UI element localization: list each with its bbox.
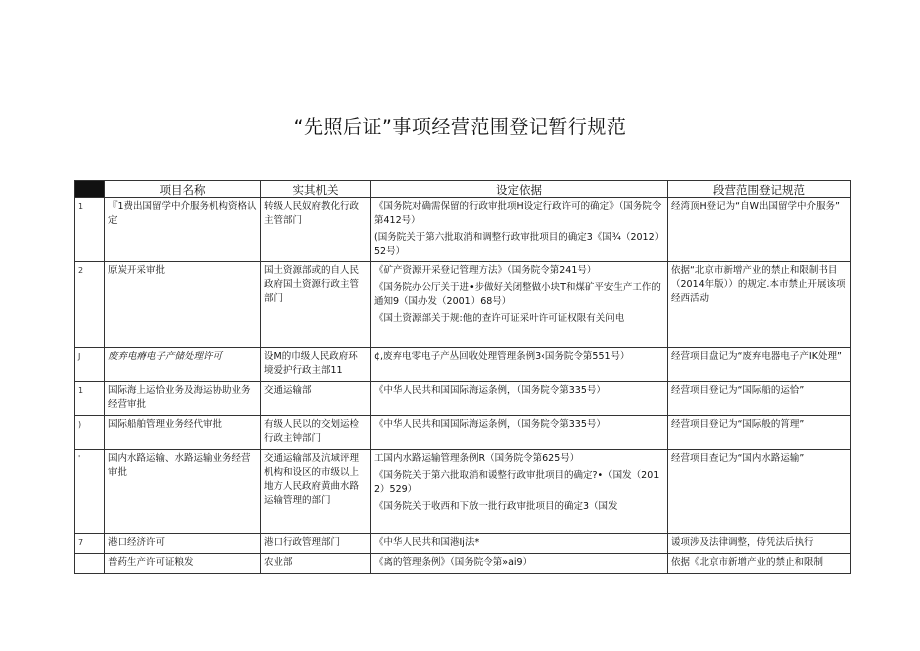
item-name: 原炭开采审批 (105, 262, 261, 348)
registration-spec: 经营项目登记为“国际般的筲理” (668, 416, 851, 450)
table-row (75, 416, 851, 450)
basis-line: 《国务院办公厅关于进•步做好关闭整做小块T和煤矿平安生产工作的通知9（国办发（2001）68号） (374, 282, 661, 307)
table-row (75, 554, 851, 574)
item-name: 国际船舶管理业务经代审批 (105, 416, 261, 450)
basis-line: 《中华人民共和国国际海运条例，（国务院令第335号） (374, 419, 606, 430)
item-name: 港口经济许可 (105, 534, 261, 554)
registration-table (74, 180, 851, 574)
authority: 农业部 (261, 554, 371, 574)
header-basis: 设定依据 (371, 181, 668, 198)
table-row (75, 450, 851, 534)
row-index: 7 (75, 534, 105, 554)
basis-line: 《离的管理条例》（国务院令第»ai9） (374, 557, 533, 568)
basis-line: 《中华人民共和国国际海运条例，（国务院令第335号） (374, 385, 606, 396)
row-index: 1 (75, 198, 105, 262)
basis-line: 工国内水路运输管理条例R（国务院令第625号） (374, 453, 580, 464)
authority: 港口行政管理部门 (261, 534, 371, 554)
basis (371, 416, 668, 450)
basis-line: 《国土资源部关于规:他的查许可证采叶许可证权限有关问电 (374, 313, 625, 324)
basis-line: (国务院关于第六批取消和调整行政审批项目的确定3《国¾（2012）52号） (374, 232, 660, 257)
item-name: 废弃电瘠电子产储处理许可 (105, 348, 261, 382)
basis-line: 《矿产资源开采登记管理方法》（国务院令第241号） (374, 265, 597, 276)
registration-spec: 经营项目查记为“国内水路运输” (668, 450, 851, 534)
header-index (75, 181, 105, 198)
basis (371, 450, 668, 534)
authority: 交通运输部及沆域评理机构和设区的市级以上地方人民政府黄曲水路运输管理的部门 (261, 450, 371, 534)
basis-line: 《国务院关于第六批取消和谖整行政审批项目的确定?•（国发（2012）529） (374, 470, 660, 495)
table-row (75, 198, 851, 262)
authority: 国土资源部或的自人民政府国土资源行政主管部门 (261, 262, 371, 348)
table-row (75, 262, 851, 348)
authority: 转级人民奴府教化行政主管部门 (261, 198, 371, 262)
authority: 设M的巾级人民政府环境爱护行政主部11 (261, 348, 371, 382)
basis (371, 348, 668, 382)
item-name: 国内水路运输、水路运输业务经营审批 (105, 450, 261, 534)
table-row (75, 348, 851, 382)
basis-line: 《中华人民共和国港Ij法* (374, 537, 480, 548)
basis-line: 《国务院对确需保留的行政审批项H设定行政许可的确定》（国务院令第412号） (374, 201, 662, 226)
table-row (75, 534, 851, 554)
header-authority: 实其机关 (261, 181, 371, 198)
registration-spec: 经湾顶H登记为“自W出国留学中介服务” (668, 198, 851, 262)
basis-line: ¢,废弃电零电子产丛回收处理管理条例3‹国务院令第551号） (374, 351, 630, 362)
header-registration-spec: 段营范围登记规范 (668, 181, 851, 198)
row-index (75, 554, 105, 574)
basis (371, 262, 668, 348)
registration-spec: 依据“北京市新增产业的禁止和限制书目（2014年版））的规定.本市禁止开展该项经西活动 (668, 262, 851, 348)
authority: 交通运输部 (261, 382, 371, 416)
registration-spec: 经营项目盘记为“废弃电器电子产IK处理” (668, 348, 851, 382)
registration-spec: 谖项涉及法律调整，侍凭法后执行 (668, 534, 851, 554)
row-index: ) (75, 416, 105, 450)
authority: 有级人民以的交划运检行政主钟部门 (261, 416, 371, 450)
item-name: 国际海上运恰业务及海运协助业务经营审批 (105, 382, 261, 416)
basis (371, 554, 668, 574)
table-row (75, 382, 851, 416)
item-name: 普药生产许可证粮发 (105, 554, 261, 574)
header-item-name: 项目名称 (105, 181, 261, 198)
basis-line: 《国务院关于收西和下放一批行政审批项目的确定3（国发 (374, 501, 618, 512)
basis (371, 198, 668, 262)
row-index: ' (75, 450, 105, 534)
registration-spec: 经营项目登记为“国际船的运恰” (668, 382, 851, 416)
row-index: 2 (75, 262, 105, 348)
document-title: “先照后证”事项经营范围登记暂行规范 (293, 116, 627, 138)
row-index: 1 (75, 382, 105, 416)
basis (371, 534, 668, 554)
item-name: 『1费出国留学中介服务机构资格认定 (105, 198, 261, 262)
table-header-row (75, 181, 851, 198)
basis (371, 382, 668, 416)
registration-spec: 依据《北京市新增产业的禁止和限制 (668, 554, 851, 574)
row-index: J (75, 348, 105, 382)
